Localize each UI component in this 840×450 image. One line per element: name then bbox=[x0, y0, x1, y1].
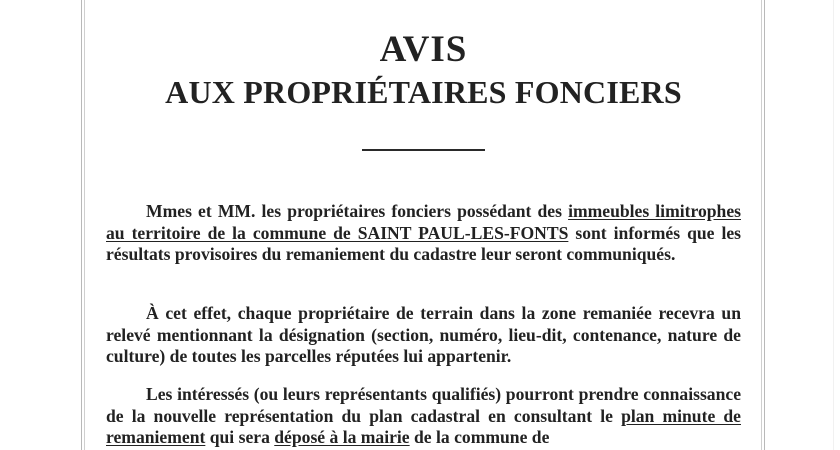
paragraph-notice-recipients bbox=[106, 201, 741, 266]
page-border-left-outer bbox=[81, 0, 82, 450]
paragraph-text: sont informés que les résultats provisoires du remaniement du cadastre leur seront communiqués. bbox=[106, 222, 741, 264]
underlined-text-plan-minute: plan minute de remaniement bbox=[106, 405, 741, 447]
paragraph-text: Les intéressés (ou leurs représentants qualifiés) pourront prendre connaissance de la nouvelle représentation du plan cadastral en consultant le bbox=[106, 384, 741, 426]
page-title: AVIS bbox=[379, 29, 468, 70]
paragraph-text: À cet effet, chaque propriétaire de terrain dans la zone remaniée recevra un relevé mentionnant la désignation (section, numéro, lieu-dit, contenance, nature de culture) de toutes les parcelles réputées lui appartenir. bbox=[106, 303, 741, 366]
page-border-right-outer bbox=[764, 0, 765, 450]
page-border-left-inner bbox=[84, 0, 85, 450]
underlined-text-town-hall: déposé à la mairie bbox=[274, 427, 410, 447]
title-divider bbox=[362, 149, 485, 151]
underlined-text-bordering-properties: immeubles limitrophes au territoire de la commune de SAINT PAUL-LES-FONTS bbox=[106, 201, 741, 243]
scan-edge-line bbox=[833, 0, 834, 450]
paragraph-plan-consultation bbox=[106, 384, 741, 449]
page-subtitle: AUX PROPRIÉTAIRES FONCIERS bbox=[165, 74, 682, 110]
paragraph-parcel-statement bbox=[106, 303, 741, 368]
paragraph-text: qui sera bbox=[205, 427, 275, 447]
page-border-right-inner bbox=[761, 0, 762, 450]
paragraph-text: de la commune de bbox=[409, 427, 550, 447]
paragraph-text: Mmes et MM. les propriétaires fonciers possédant des bbox=[146, 201, 569, 221]
